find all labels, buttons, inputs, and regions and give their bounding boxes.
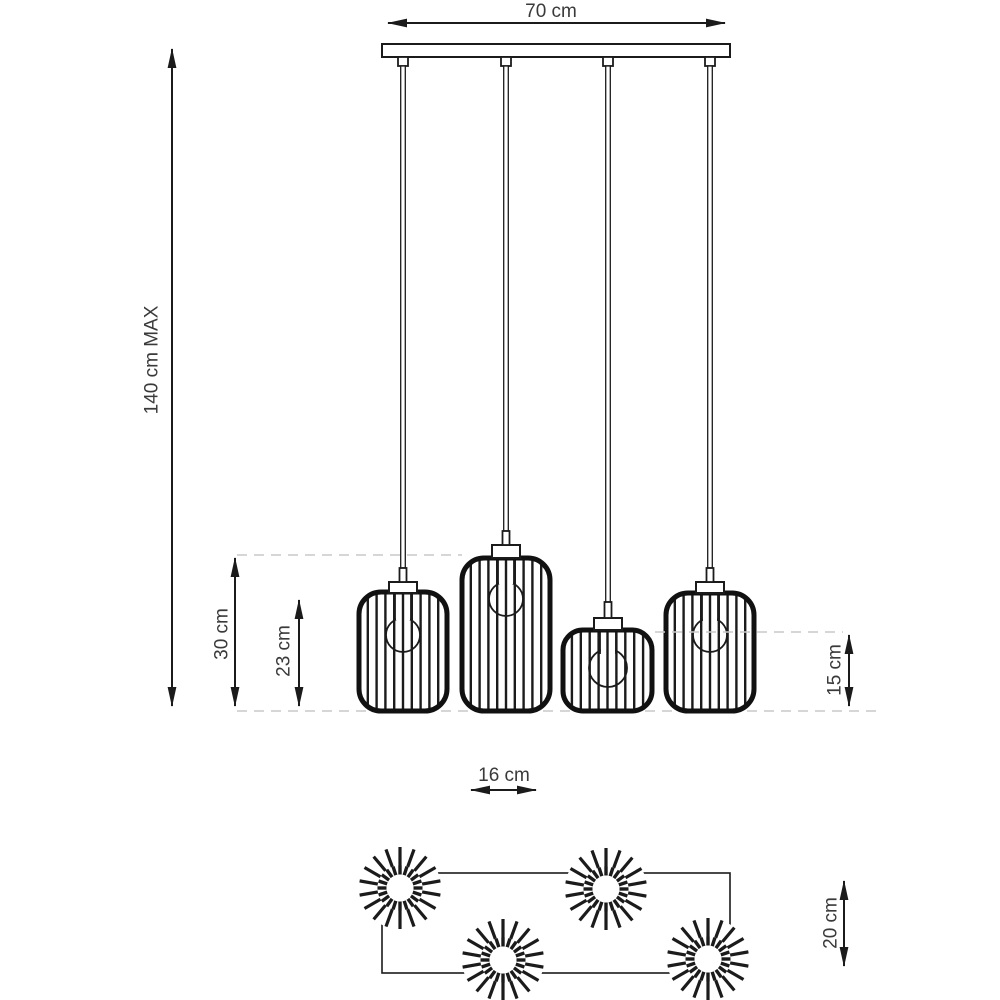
- cord-mount-1: [398, 57, 408, 66]
- cord-3: [606, 66, 611, 602]
- socket-stem: [707, 568, 714, 582]
- dim-canopy-depth: [821, 881, 845, 966]
- cord-1: [401, 66, 406, 568]
- cord-4: [708, 66, 713, 568]
- suspension-cords: [401, 66, 713, 602]
- canopy-depth-label: 20 cm: [820, 897, 842, 949]
- top-view: [359, 847, 749, 1000]
- ceiling-bar-body: [382, 44, 730, 57]
- dim-shade-30: [212, 558, 236, 706]
- cord-mount-2: [501, 57, 511, 66]
- pendant-lamp-1: [359, 568, 447, 711]
- shade-15-label: 15 cm: [824, 644, 846, 696]
- shade-30-label: 30 cm: [211, 608, 233, 660]
- pendant-lamp-3: [563, 602, 652, 711]
- ceiling-bar: [382, 44, 730, 66]
- shade-top-view-3: [462, 919, 544, 1000]
- shade-top-view-1: [359, 847, 441, 929]
- pendant-lamp-4: [666, 568, 754, 711]
- max-height-label: 140 cm MAX: [141, 305, 163, 415]
- socket-stem: [503, 531, 510, 545]
- shade-23-label: 23 cm: [273, 625, 295, 677]
- cord-mount-4: [705, 57, 715, 66]
- shade-top-view-4: [667, 918, 749, 1000]
- bar-width-label: 70 cm: [525, 1, 577, 22]
- cord-mount-3: [603, 57, 613, 66]
- lamp-socket: [389, 582, 417, 593]
- dim-max-height: [142, 49, 173, 706]
- cord-2: [504, 66, 509, 531]
- dim-shade-15: [825, 635, 850, 706]
- shade-diameter-label: 16 cm: [478, 765, 530, 786]
- socket-stem: [605, 602, 612, 618]
- dim-bar-width: [388, 1, 725, 23]
- lamp-socket: [594, 618, 622, 630]
- dim-shade-23: [274, 600, 300, 706]
- dim-shade-diameter: [471, 765, 536, 790]
- pendant-lamp-2: [462, 531, 550, 711]
- lamp-socket: [696, 582, 724, 593]
- lamp-socket: [492, 545, 520, 558]
- socket-stem: [400, 568, 407, 582]
- shade-top-view-2: [565, 848, 647, 930]
